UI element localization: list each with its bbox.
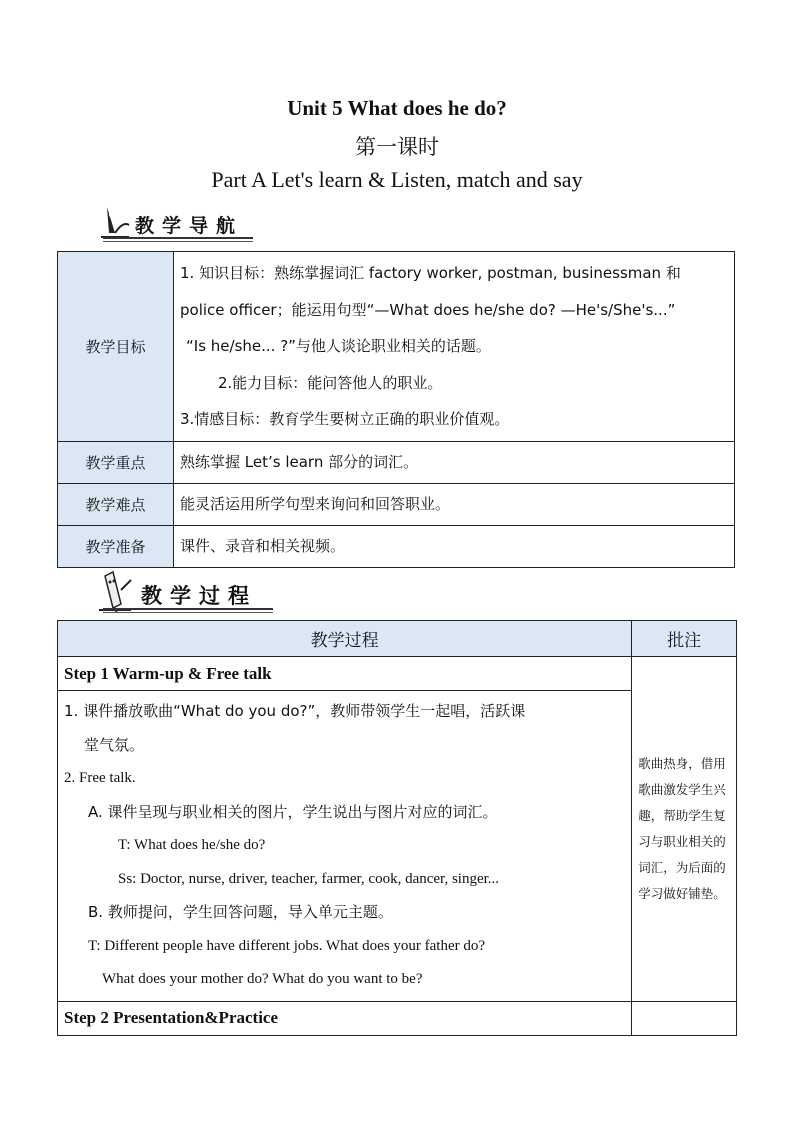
row-label: 教学准备 [58,525,174,567]
section-title: 教学导航 [135,215,244,237]
process-table [57,620,737,1036]
process-line: Ss: Doctor, nurse, driver, teacher, farmer, cook, dancer, singer... [118,870,500,887]
row-content: 熟练掌握 Let’s learn 部分的词汇。 [174,441,735,483]
table-row [58,483,735,525]
process-line: What does your mother do? What do you want to be? [102,971,423,987]
process-line: 2. Free talk. [64,770,136,786]
goal-line: 3.情感目标：教育学生要树立正确的职业价值观。 [180,410,510,428]
row-content: 课件、录音和相关视频。 [174,525,735,567]
step1-body [58,691,632,1002]
goals-table [57,251,735,568]
table-row [58,1001,737,1035]
goal-line: 2.能力目标：能问答他人的职业。 [218,373,443,392]
row-label: 教学难点 [58,483,174,525]
table-row [58,657,737,691]
table-row [58,441,735,483]
section-teaching-guide [95,203,255,245]
process-line: B. 教师提问，学生回答问题，导入单元主题。 [88,903,393,921]
unit-title: Unit 5 What does he do? [287,96,507,120]
header-process: 教学过程 [58,621,632,657]
step1-title: Step 1 Warm-up & Free talk [58,657,632,691]
process-line: T: What does he/she do? [118,837,266,853]
step1-note: 歌曲热身，借用歌曲激发学生兴趣，帮助学生复习与职业相关的词汇，为后面的学习做好铺垫。 [632,657,737,1002]
row-content [174,252,735,442]
row-label: 教学目标 [58,252,174,442]
section-title: 教学过程 [141,584,257,608]
goal-line: “Is he/she... ?”与他人谈论职业相关的话题。 [186,337,491,355]
goal-line: 1. 知识目标：熟练掌握词汇 factory worker, postman, businessman 和 [180,264,681,282]
process-line: A. 课件呈现与职业相关的图片，学生说出与图片对应的词汇。 [88,802,498,821]
table-row [58,252,735,442]
lesson-subtitle: 第一课时 [355,135,439,159]
header-notes: 批注 [632,621,737,657]
goal-line: police officer；能运用句型“—What does he/she do? —He's/She's...” [180,300,676,319]
step2-note [632,1001,737,1035]
part-title: Part A Let's learn & Listen, match and say [211,167,583,192]
row-label: 教学重点 [58,441,174,483]
row-content: 能灵活运用所学句型来询问和回答职业。 [174,483,735,525]
table-row [58,525,735,567]
process-line: T: Different people have different jobs. What does your father do? [88,937,486,954]
process-line: 1. 课件播放歌曲“What do you do?”，教师带领学生一起唱，活跃课 [64,702,526,720]
process-line: 堂气氛。 [84,735,145,754]
table-header-row [58,621,737,657]
section-teaching-process [95,570,275,612]
step2-title: Step 2 Presentation&Practice [58,1001,632,1035]
